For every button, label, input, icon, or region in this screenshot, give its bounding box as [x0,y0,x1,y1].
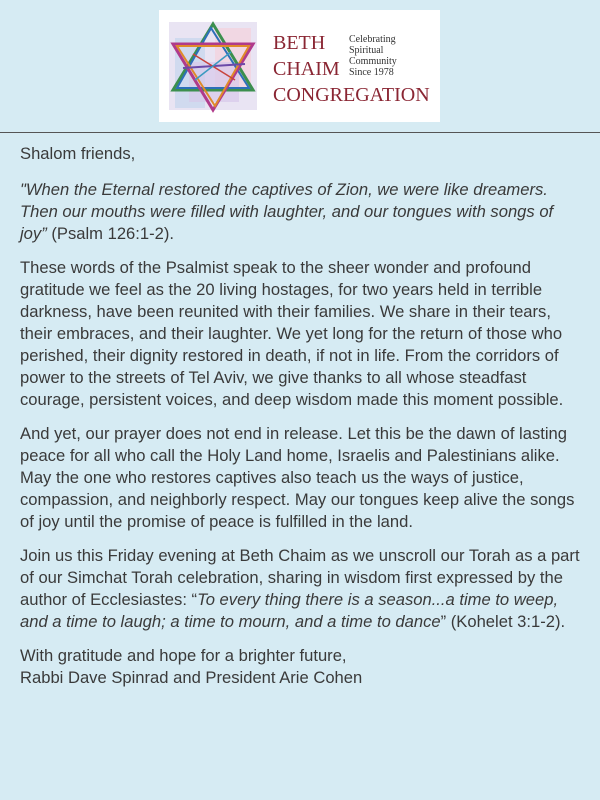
paragraph-3-intro: Join us this Friday evening at Beth Chaim as we unscroll our Torah as a part of our Simchat Torah celebration, sharing in wisdom first expressed by the author of Ecclesiastes: “ [20,546,580,609]
signature: Rabbi Dave Spinrad and President Arie Cohen [20,668,363,687]
psalm-quote: "When the Eternal restored the captives of Zion, we were like dreamers. Then our mouths were filled with laughter, and our tongues with songs of joy” [20,180,554,243]
paragraph-1: These words of the Psalmist speak to the sheer wonder and profound gratitude we feel as the 20 living hostages, for two years held in terrible darkness, have been reunited with their families. We share in their tears, their embraces, and their laughter. We yet long for the return of those who perished, their dignity restored in death, if not in life. From the corridors of power to the streets of Tel Aviv, we give thanks to all whose steadfast courage, persistent voices, and deep wisdom made this moment possible. [20,258,564,409]
greeting: Shalom friends, [20,144,136,163]
logo-tagline-line1: Celebrating [349,34,396,45]
closing [20,645,580,689]
logo-tagline-line3: Community [349,56,397,67]
logo-tagline-line2: Spiritual [349,45,384,56]
closing-line: With gratitude and hope for a brighter future, [20,646,347,665]
logo-name-line1: BETH [273,32,326,54]
psalm-quote-paragraph [20,179,580,245]
logo-name-line3: CONGREGATION [273,84,430,106]
paragraph-3 [20,545,580,633]
ecclesiastes-citation: ” (Kohelet 3:1-2). [440,612,566,631]
header [0,0,600,133]
logo-name-line2: CHAIM [273,58,340,80]
letter-body [0,133,600,689]
paragraph-2: And yet, our prayer does not end in release. Let this be the dawn of lasting peace for all who call the Holy Land home, Israelis and Palestinians alike. May the one who restores captives also teach us the ways of justice, compassion, and neighborly respect. May our tongues keep alive the songs of joy until the promise of peace is fulfilled in the land. [20,424,575,531]
logo-tagline-line4: Since 1978 [349,67,394,78]
star-of-david-icon [165,18,265,114]
psalm-citation: (Psalm 126:1-2). [46,224,175,243]
congregation-logo[interactable] [159,10,440,122]
logo-tagline [349,34,397,78]
ecclesiastes-quote: To every thing there is a season...a time to weep, and a time to laugh; a time to mourn, and a time to dance [20,590,559,631]
